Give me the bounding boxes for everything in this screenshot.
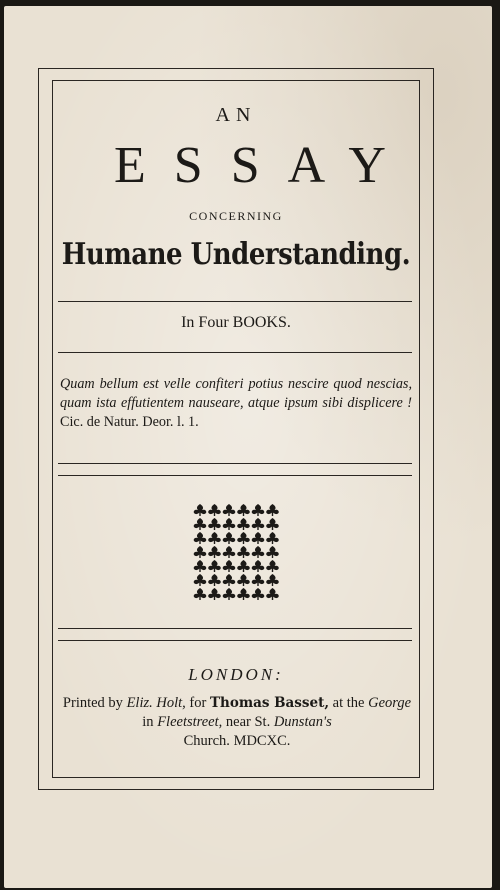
fleuron-mark <box>223 546 236 558</box>
fleuron-mark <box>237 560 250 572</box>
fleuron-mark <box>252 588 265 600</box>
title-subject: Humane Understanding. <box>61 237 411 273</box>
title-essay: ESSAY <box>114 137 414 194</box>
fleuron-mark <box>223 588 236 600</box>
fleuron-mark <box>266 546 279 558</box>
fleuron-mark <box>252 560 265 572</box>
divider-rule <box>58 628 412 629</box>
epigraph <box>60 375 412 432</box>
fleuron-mark <box>223 518 236 530</box>
epigraph-citation: Cic. de Natur. Deor. l. 1. <box>60 414 199 430</box>
fleuron-mark <box>223 504 236 516</box>
fleuron-mark <box>208 532 221 544</box>
imprint-in: in <box>142 714 154 730</box>
divider-rule <box>58 640 412 641</box>
divider-rule <box>58 475 412 476</box>
imprint-bookseller: Thomas Basset, <box>209 695 330 711</box>
imprint-church-name: Dunstan's <box>273 714 332 730</box>
imprint-year: MDCXC. <box>233 733 291 749</box>
fleuron-mark <box>266 518 279 530</box>
fleuron-mark <box>194 546 207 558</box>
fleuron-mark <box>266 574 279 586</box>
epigraph-latin: Quam bellum est velle confiteri potius nescire quod nescias, quam ista effutientem nauseare, atque ipsum sibi displicere ! <box>60 376 412 411</box>
fleuron-mark <box>237 532 250 544</box>
imprint-street: Fleetstreet, <box>157 714 223 730</box>
fleuron-mark <box>208 504 221 516</box>
fleuron-mark <box>194 574 207 586</box>
fleuron-mark <box>194 532 207 544</box>
title-concerning: CONCERNING <box>189 209 283 223</box>
fleuron-mark <box>237 546 250 558</box>
fleuron-mark <box>266 532 279 544</box>
fleuron-mark <box>194 504 207 516</box>
fleuron-mark <box>252 518 265 530</box>
fleuron-mark <box>208 574 221 586</box>
divider-rule <box>58 352 412 353</box>
imprint-block <box>60 694 414 751</box>
fleuron-mark <box>194 560 207 572</box>
fleuron-mark <box>237 574 250 586</box>
fleuron-mark <box>223 560 236 572</box>
imprint-near: near St. <box>225 714 271 730</box>
imprint-city: LONDON: <box>188 665 284 684</box>
imprint-church: Church. <box>183 733 230 749</box>
fleuron-mark <box>208 546 221 558</box>
imprint-printed-by: Printed by <box>62 695 123 711</box>
fleuron-mark <box>237 588 250 600</box>
fleuron-mark <box>208 560 221 572</box>
imprint-printer: Eliz. Holt, <box>126 695 186 711</box>
fleuron-mark <box>252 546 265 558</box>
imprint-at-the: at the <box>332 695 365 711</box>
title-an: AN <box>215 104 257 126</box>
fleuron-mark <box>252 574 265 586</box>
fleuron-mark <box>194 518 207 530</box>
fleuron-mark <box>208 588 221 600</box>
fleuron-mark <box>223 532 236 544</box>
imprint-for: for <box>189 695 207 711</box>
fleuron-mark <box>237 504 250 516</box>
fleuron-mark <box>266 560 279 572</box>
divider-rule <box>58 301 412 302</box>
printers-fleuron-block-icon <box>192 503 282 601</box>
fleuron-mark <box>266 504 279 516</box>
divider-rule <box>58 463 412 464</box>
fleuron-mark <box>252 504 265 516</box>
imprint-sign: George <box>368 695 412 711</box>
fleuron-mark <box>252 532 265 544</box>
fleuron-mark <box>237 518 250 530</box>
fleuron-mark <box>208 518 221 530</box>
fleuron-mark <box>223 574 236 586</box>
volumes-line: In Four BOOKS. <box>181 314 291 331</box>
fleuron-mark <box>194 588 207 600</box>
fleuron-mark <box>266 588 279 600</box>
